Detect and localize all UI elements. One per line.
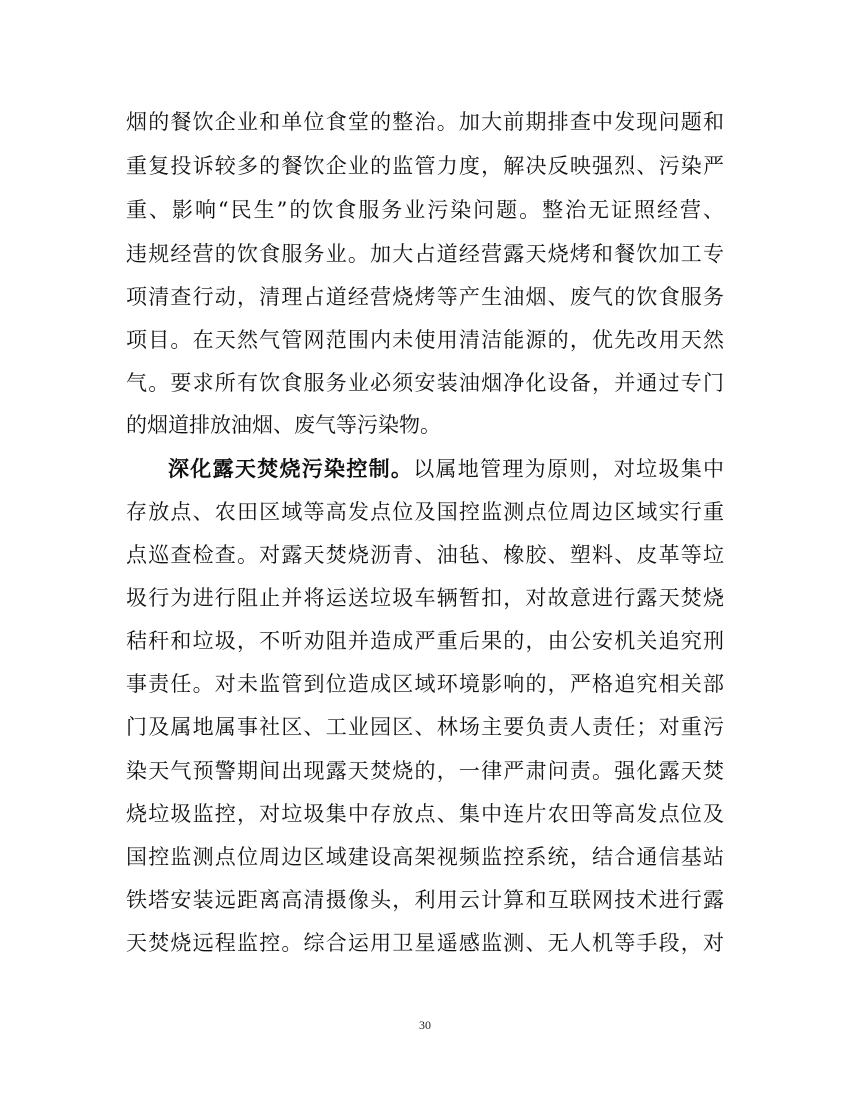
- paragraph-2-line-9: 烧垃圾监控，对垃圾集中存放点、集中连片农田等高发点位及: [126, 802, 724, 826]
- paragraph-2-first-line-text: 以属地管理为原则，对垃圾集中: [413, 457, 725, 481]
- paragraph-1-line-2: 重复投诉较多的餐饮企业的监管力度，解决反映强烈、污染严: [126, 154, 724, 178]
- paragraph-2-line-4: 圾行为进行阻止并将运送垃圾车辆暂扣，对故意进行露天焚烧: [126, 586, 724, 610]
- paragraph-2-line-12: 天焚烧远程监控。综合运用卫星遥感监测、无人机等手段，对: [126, 931, 724, 955]
- paragraph-2-line-8: 染天气预警期间出现露天焚烧的，一律严肃问责。强化露天焚: [126, 759, 724, 783]
- paragraph-2-line-3: 点巡查检查。对露天焚烧沥青、油毡、橡胶、塑料、皮革等垃: [126, 543, 724, 567]
- paragraph-2-line-5: 秸秆和垃圾，不听劝阻并造成严重后果的，由公安机关追究刑: [126, 629, 724, 653]
- paragraph-1-line-7: 气。要求所有饮食服务业必须安装油烟净化设备，并通过专门: [126, 371, 724, 395]
- paragraph-1-line-4: 违规经营的饮食服务业。加大占道经营露天烧烤和餐饮加工专: [126, 242, 724, 266]
- paragraph-2-line-2: 存放点、农田区域等高发点位及国控监测点位周边区域实行重: [126, 500, 724, 524]
- paragraph-1-line-1: 烟的餐饮企业和单位食堂的整治。加大前期排查中发现问题和: [126, 110, 724, 134]
- paragraph-2-line-10: 国控监测点位周边区域建设高架视频监控系统，结合通信基站: [126, 845, 724, 869]
- paragraph-2-line-6: 事责任。对未监管到位造成区域环境影响的，严格追究相关部: [126, 672, 724, 696]
- paragraph-2-line-11: 铁塔安装远距离高清摄像头，利用云计算和互联网技术进行露: [126, 888, 724, 912]
- paragraph-1-line-6: 项目。在天然气管网范围内未使用清洁能源的，优先改用天然: [126, 328, 724, 352]
- paragraph-2-line-7: 门及属地属事社区、工业园区、林场主要负责人责任；对重污: [126, 715, 724, 739]
- paragraph-2-heading: 深化露天焚烧污染控制。: [168, 456, 414, 481]
- paragraph-1-line-5: 项清查行动，清理占道经营烧烤等产生油烟、废气的饮食服务: [126, 285, 724, 309]
- paragraph-1-line-3: 重、影响“民生”的饮食服务业污染问题。整治无证照经营、: [126, 198, 724, 222]
- paragraph-1-line-8: 的烟道排放油烟、废气等污染物。: [126, 413, 441, 437]
- page-number: 30: [419, 1018, 431, 1032]
- paragraph-2-first-line: [168, 454, 724, 484]
